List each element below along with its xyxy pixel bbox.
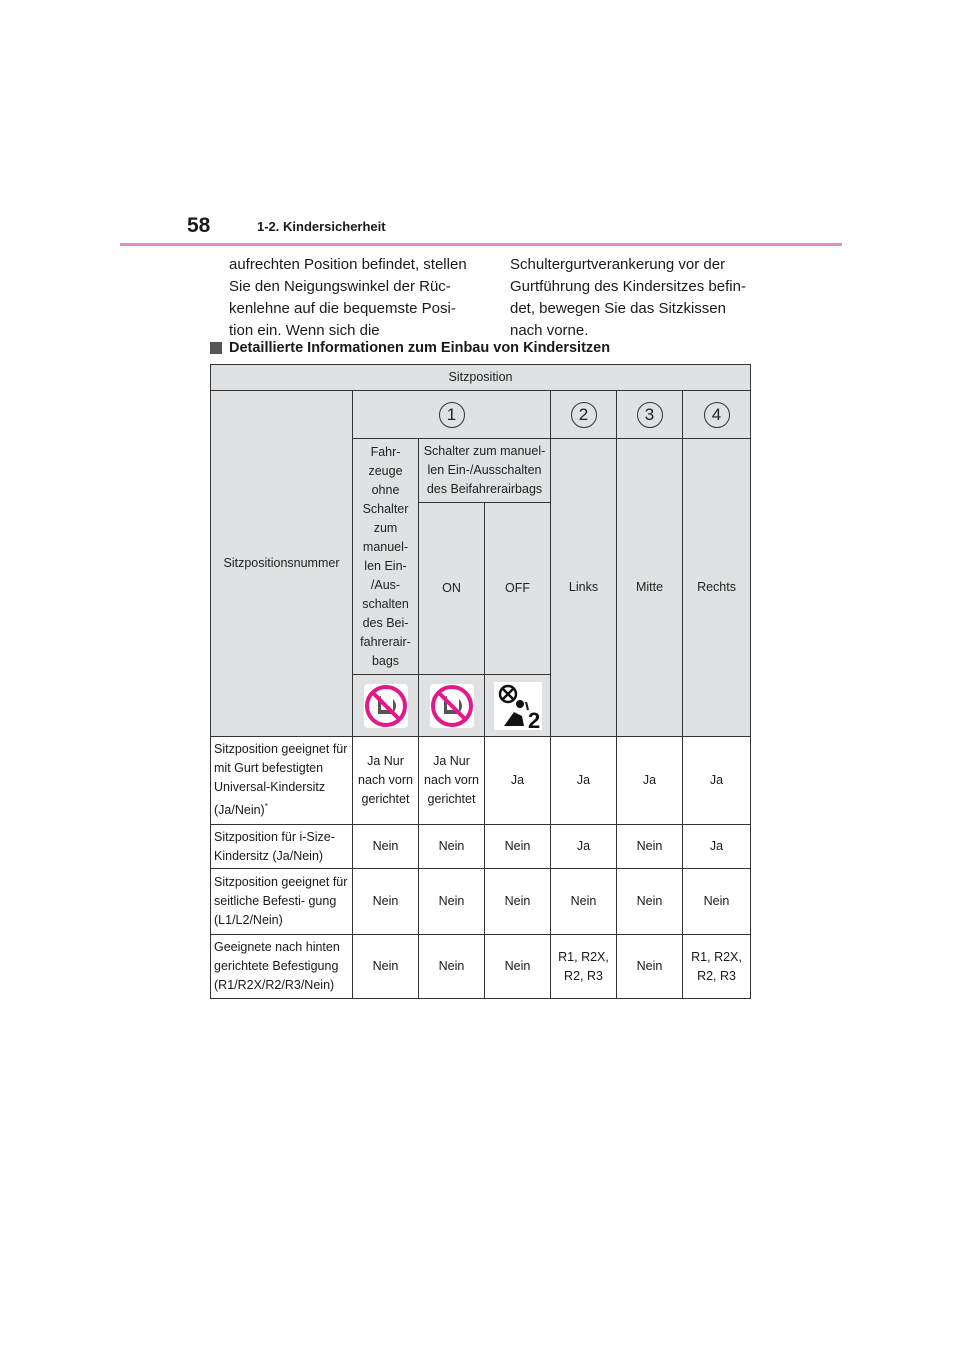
- table-cell: Ja: [683, 825, 751, 869]
- row-label: Sitzposition für i-Size- Kindersitz (Ja/Nein): [211, 825, 353, 869]
- col-rechts: Rechts: [683, 439, 751, 737]
- table-cell: Nein: [485, 825, 551, 869]
- seat-number-4: 4: [683, 391, 751, 439]
- table-cell: Nein: [617, 825, 683, 869]
- text-line: Gurtführung des Kindersitzes befin-: [510, 278, 746, 295]
- col-links: Links: [551, 439, 617, 737]
- body-text-right: [510, 254, 760, 342]
- table-cell: Nein: [353, 869, 419, 935]
- table-cell: Ja: [683, 737, 751, 825]
- table-cell: Nein: [485, 935, 551, 999]
- table-cell: Nein: [485, 869, 551, 935]
- icon-cell: [419, 675, 485, 737]
- page-number: 58: [187, 214, 211, 237]
- square-bullet-icon: [210, 342, 222, 354]
- table-cell: Ja: [551, 737, 617, 825]
- body-text-left: [229, 254, 479, 342]
- text-line: nach vorne.: [510, 322, 589, 339]
- col-airbag-switch: Schalter zum manuel- len Ein-/Ausschalten des Beifahrerairbags: [419, 439, 551, 503]
- row-label: Geeignete nach hinten gerichtete Befestigung (R1/R2X/R2/R3/Nein): [211, 935, 353, 999]
- text-line: kenlehne auf die bequemste Posi-: [229, 300, 456, 317]
- table-cell: Nein: [419, 825, 485, 869]
- child-seat-table: [210, 364, 751, 999]
- no-rear-facing-seat-airbag-icon: [429, 683, 475, 729]
- chapter-title: 1-2. Kindersicherheit: [257, 219, 386, 234]
- text-line: det, bewegen Sie das Sitzkissen: [510, 300, 726, 317]
- icon-cell: [353, 675, 419, 737]
- table-cell: Nein: [617, 869, 683, 935]
- text-line: tion ein. Wenn sich die: [229, 322, 380, 339]
- table-title: Sitzposition: [211, 365, 751, 391]
- table-cell: Nein: [419, 935, 485, 999]
- no-rear-facing-seat-airbag-icon: [363, 683, 409, 729]
- row-label: Sitzposition geeignet für seitliche Befesti- gung (L1/L2/Nein): [211, 869, 353, 935]
- icon-cell: [485, 675, 551, 737]
- col-on: ON: [419, 503, 485, 675]
- table-cell: Nein: [551, 869, 617, 935]
- table-cell: Nein: [617, 935, 683, 999]
- seat-number-2: 2: [551, 391, 617, 439]
- section-heading-text: Detaillierte Informationen zum Einbau von Kindersitzen: [229, 340, 611, 356]
- row-label: Sitzposition geeignet für mit Gurt befestigten Universal-Kindersitz (Ja/Nein)*: [211, 737, 353, 825]
- seat-number-3: 3: [617, 391, 683, 439]
- header-divider: [120, 243, 842, 246]
- text-line: aufrechten Position befindet, stellen: [229, 256, 467, 273]
- table-cell: Nein: [683, 869, 751, 935]
- table-cell: Ja: [485, 737, 551, 825]
- col-off: OFF: [485, 503, 551, 675]
- table-cell: Ja Nur nach vorn gerichtet: [353, 737, 419, 825]
- table-cell: Nein: [419, 869, 485, 935]
- footnote-marker: *: [264, 802, 268, 812]
- section-heading: [210, 340, 610, 356]
- svg-text:2: 2: [527, 707, 540, 730]
- table-cell: Ja: [551, 825, 617, 869]
- airbag-off-2-icon: [494, 682, 542, 730]
- table-cell: Nein: [353, 935, 419, 999]
- table-cell: R1, R2X, R2, R3: [683, 935, 751, 999]
- table-cell: Ja Nur nach vorn gerichtet: [419, 737, 485, 825]
- table-cell: R1, R2X, R2, R3: [551, 935, 617, 999]
- seat-number-1: 1: [353, 391, 551, 439]
- col-no-switch: Fahr- zeuge ohne Schalter zum manuel- len Ein- /Aus- schalten des Bei- fahrerair- bags: [353, 439, 419, 675]
- table-cell: Nein: [353, 825, 419, 869]
- text-line: Sie den Neigungswinkel der Rüc-: [229, 278, 451, 295]
- col-mitte: Mitte: [617, 439, 683, 737]
- text-line: Schultergurtverankerung vor der: [510, 256, 726, 273]
- table-cell: Ja: [617, 737, 683, 825]
- row-header: Sitzpositionsnummer: [211, 391, 353, 737]
